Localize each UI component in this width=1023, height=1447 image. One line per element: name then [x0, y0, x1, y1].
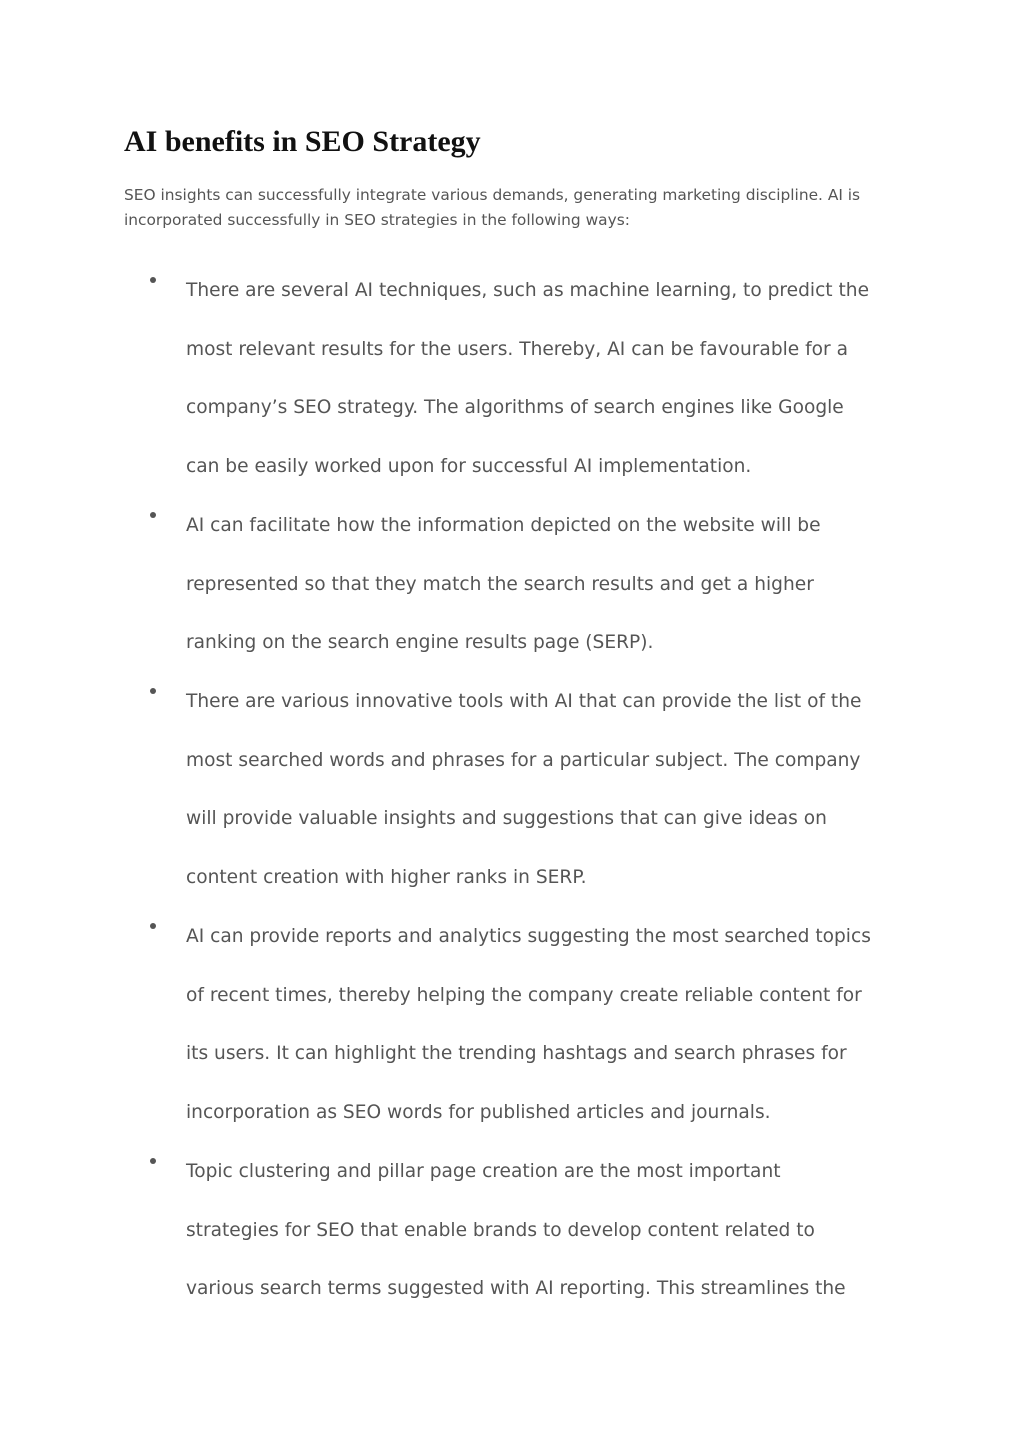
list-item-line: strategies for SEO that enable brands to develop content related to — [186, 1220, 815, 1241]
list-item-line: its users. It can highlight the trending hashtags and search phrases for — [186, 1043, 847, 1064]
list-item-line: There are several AI techniques, such as machine learning, to predict the — [186, 280, 870, 301]
list-item-line: company’s SEO strategy. The algorithms of search engines like Google — [186, 397, 844, 418]
bullet-icon — [150, 1158, 156, 1164]
bullet-icon — [150, 512, 156, 518]
page-title: AI benefits in SEO Strategy — [124, 125, 481, 158]
list-item-line: most relevant results for the users. Thereby, AI can be favourable for a — [186, 339, 849, 360]
list-item-line: content creation with higher ranks in SERP. — [186, 867, 587, 888]
list-item-line: most searched words and phrases for a particular subject. The company — [186, 750, 861, 771]
list-item-line: AI can facilitate how the information depicted on the website will be — [186, 515, 821, 536]
intro-paragraph: SEO insights can successfully integrate various demands, generating marketing discipline. AI is incorporated successfully in SEO strategies in the following ways: — [124, 186, 861, 229]
bullet-icon — [150, 923, 156, 929]
list-item-line: represented so that they match the search results and get a higher — [186, 574, 814, 595]
bullet-icon — [150, 688, 156, 694]
list-item-line: ranking on the search engine results page (SERP). — [186, 632, 654, 653]
list-item-line: various search terms suggested with AI reporting. This streamlines the — [186, 1278, 846, 1299]
list-item-line: AI can provide reports and analytics suggesting the most searched topics — [186, 926, 871, 947]
list-item-line: will provide valuable insights and suggestions that can give ideas on — [186, 808, 827, 829]
list-item-line: Topic clustering and pillar page creation are the most important — [186, 1161, 781, 1182]
list-item-line: can be easily worked upon for successful AI implementation. — [186, 456, 752, 477]
list-item-line: There are various innovative tools with AI that can provide the list of the — [186, 691, 862, 712]
list-item-line: incorporation as SEO words for published articles and journals. — [186, 1102, 771, 1123]
bullet-icon — [150, 277, 156, 283]
list-item-line: of recent times, thereby helping the company create reliable content for — [186, 985, 862, 1006]
